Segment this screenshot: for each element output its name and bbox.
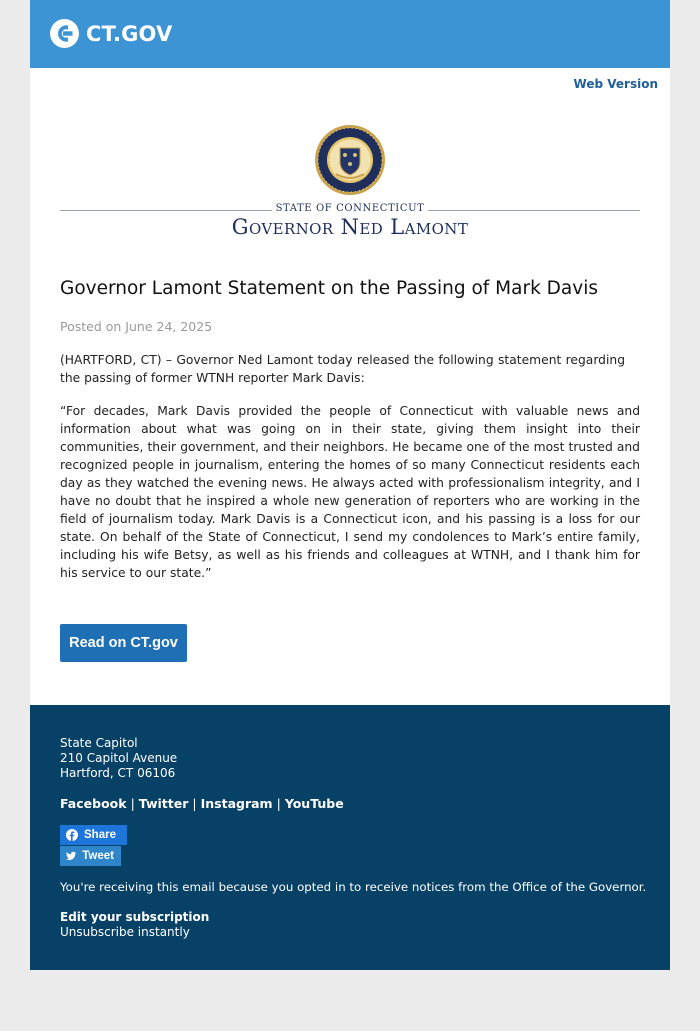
social-links xyxy=(60,796,344,811)
email-body xyxy=(30,68,670,705)
posted-date: Posted on June 24, 2025 xyxy=(60,319,213,334)
ct-gov-logo[interactable] xyxy=(50,19,173,48)
tweet-label: Tweet xyxy=(82,850,114,862)
facebook-link[interactable]: Facebook xyxy=(60,796,127,811)
facebook-share-button[interactable] xyxy=(60,825,127,845)
article-title: Governor Lamont Statement on the Passing of Mark Davis xyxy=(60,278,598,299)
separator: | xyxy=(130,796,135,811)
address-block xyxy=(60,736,177,781)
address-line: 210 Capitol Avenue xyxy=(60,751,178,765)
governor-seal-icon xyxy=(314,124,386,196)
read-on-ctgov-button[interactable]: Read on CT.gov xyxy=(60,624,187,662)
web-version-link[interactable]: Web Version xyxy=(573,77,658,91)
email-container xyxy=(30,0,670,970)
address-line: Hartford, CT 06106 xyxy=(60,766,176,780)
share-label: Share xyxy=(84,829,116,841)
governor-name: Governor Ned Lamont xyxy=(231,215,469,239)
subscription-notice: You're receiving this email because you opted in to receive notices from the Office of the Governor. xyxy=(60,880,647,894)
twitter-tweet-button[interactable] xyxy=(60,846,121,866)
twitter-link[interactable]: Twitter xyxy=(138,796,189,811)
article-intro: (HARTFORD, CT) – Governor Ned Lamont today released the following statement regarding the passing of former WTNH reporter Mark Davis: xyxy=(60,353,625,385)
logo-text: CT.GOV xyxy=(86,21,173,46)
instagram-link[interactable]: Instagram xyxy=(200,796,273,811)
youtube-link[interactable]: YouTube xyxy=(284,796,344,811)
unsubscribe-link[interactable]: Unsubscribe instantly xyxy=(60,925,190,939)
facebook-icon xyxy=(66,829,78,841)
separator: | xyxy=(276,796,281,811)
ct-logo-icon xyxy=(50,19,79,48)
state-label: STATE OF CONNECTICUT xyxy=(275,203,425,214)
separator: | xyxy=(192,796,197,811)
article-quote: “For decades, Mark Davis provided the people of Connecticut with valuable news and information about what was going on in their state, giving them insight into their communities, their government, and their neighbors. He became one of the most trusted and recognized people in journalism, entering the homes of so many Connecticut residents each day as they watched the evening news. He always acted with professionalism integrity, and I have no doubt that he inspired a whole new generation of reporters who are working in the field of journalism today. Mark Davis is a Connecticut icon, and his passing is a loss for our state. On behalf of the State of Connecticut, I send my condolences to Mark’s entire family, including his wife Betsy, as well as his friends and colleagues at WTNH, and I thank him for his service to our state.” xyxy=(60,404,640,580)
footer xyxy=(30,705,670,970)
header-bar xyxy=(30,0,670,68)
twitter-bird-icon xyxy=(66,851,76,861)
address-line: State Capitol xyxy=(60,736,138,750)
edit-subscription-link[interactable]: Edit your subscription xyxy=(60,910,210,924)
